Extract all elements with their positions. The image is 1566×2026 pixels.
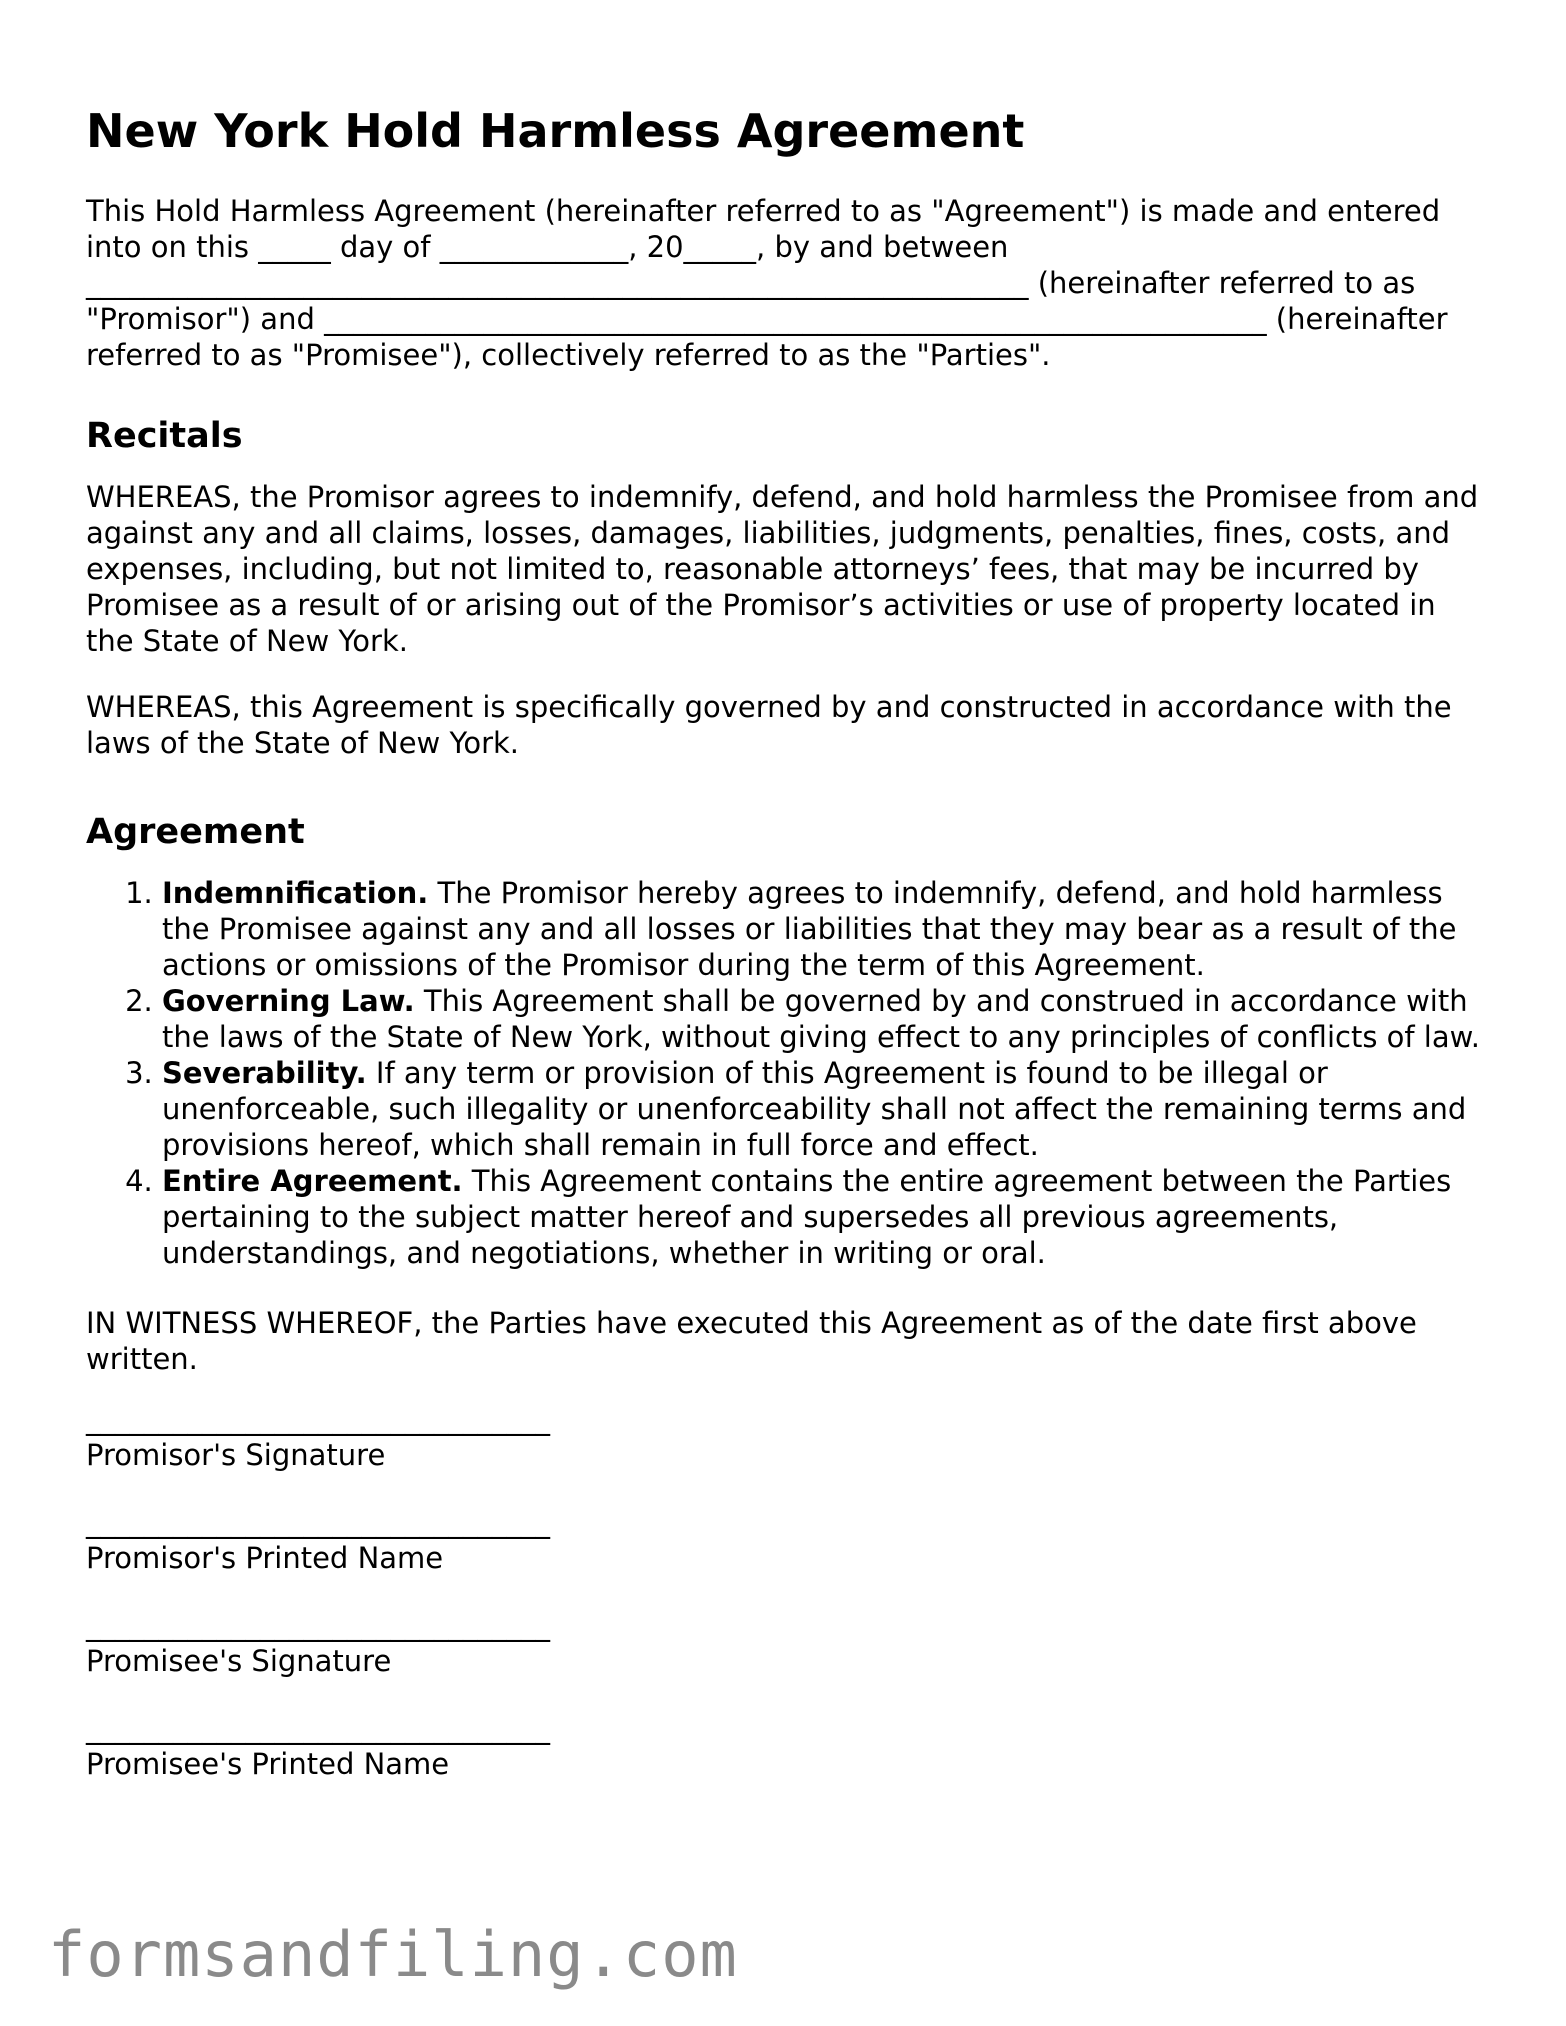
agreement-item-severability <box>162 1055 1486 1163</box>
agreement-item-entire-agreement <box>162 1163 1486 1271</box>
item-text: The Promisor hereby agrees to indemnify, defend, and hold harmless the Promisee against any and all losses or liabilities that they may bear as a result of the actions or omissions of the Promisor during the term of this Agreement. <box>162 876 1457 983</box>
item-term: Indemnification. <box>162 876 429 911</box>
promisee-signature-line[interactable]: ________________________________ <box>86 1608 550 1643</box>
agreement-list <box>86 875 1486 1271</box>
promisor-signature-label: Promisor's Signature <box>86 1438 386 1473</box>
recitals-heading: Recitals <box>86 416 243 457</box>
item-text: This Agreement contains the entire agreement between the Parties pertaining to the subject matter hereof and supersedes all previous agreements, understandings, and negotiations, whether in writing or oral. <box>162 1164 1452 1271</box>
promisee-printed-name-line[interactable]: ________________________________ <box>86 1711 550 1746</box>
document-title: New York Hold Harmless Agreement <box>86 104 1025 158</box>
recital-paragraph-1: WHEREAS, the Promisor agrees to indemnify, defend, and hold harmless the Promisee from and against any and all claims, losses, damages, liabilities, judgments, penalties, fines, costs, and expenses, including, but not limited to, reasonable attorneys’ fees, that may be incurred by Promisee as a result of or arising out of the Promisor’s activities or use of property located in the State of New York. <box>86 480 1479 659</box>
item-term: Governing Law. <box>162 984 415 1019</box>
item-text: If any term or provision of this Agreement is found to be illegal or unenforceable, such illegality or unenforceability shall not affect the remaining terms and provisions hereof, which shall remain in full force and effect. <box>162 1056 1467 1163</box>
intro-paragraph: This Hold Harmless Agreement (hereinafter referred to as "Agreement") is made and entered into on this _____ day of _____________, 20_____, by and between _________________________________________________________________ (hereinafter referred to as "Promisor") and _________________________________________________________________ (hereinafter referred to as "Promisee"), collectively referred to as the "Parties". <box>86 194 1448 373</box>
agreement-heading: Agreement <box>86 812 305 853</box>
promisor-printed-name-label: Promisor's Printed Name <box>86 1541 444 1576</box>
agreement-item-governing-law <box>162 983 1486 1055</box>
recital-paragraph-2: WHEREAS, this Agreement is specifically governed by and constructed in accordance with the laws of the State of New York. <box>86 690 1452 761</box>
watermark-text: formsandfiling.com <box>48 1918 738 1991</box>
signature-block <box>86 1401 1486 1782</box>
witness-paragraph: IN WITNESS WHEREOF, the Parties have executed this Agreement as of the date first above written. <box>86 1306 1417 1377</box>
item-text: This Agreement shall be governed by and construed in accordance with the laws of the State of New York, without giving effect to any principles of conflicts of law. <box>162 984 1480 1055</box>
item-term: Severability. <box>162 1056 367 1091</box>
document-page <box>86 104 1486 1813</box>
item-term: Entire Agreement. <box>162 1164 463 1199</box>
promisor-printed-name-line[interactable]: ________________________________ <box>86 1505 550 1540</box>
agreement-item-indemnification <box>162 875 1486 983</box>
promisee-printed-name-label: Promisee's Printed Name <box>86 1747 450 1782</box>
promisee-signature-label: Promisee's Signature <box>86 1644 392 1679</box>
promisor-signature-line[interactable]: ________________________________ <box>86 1402 550 1437</box>
